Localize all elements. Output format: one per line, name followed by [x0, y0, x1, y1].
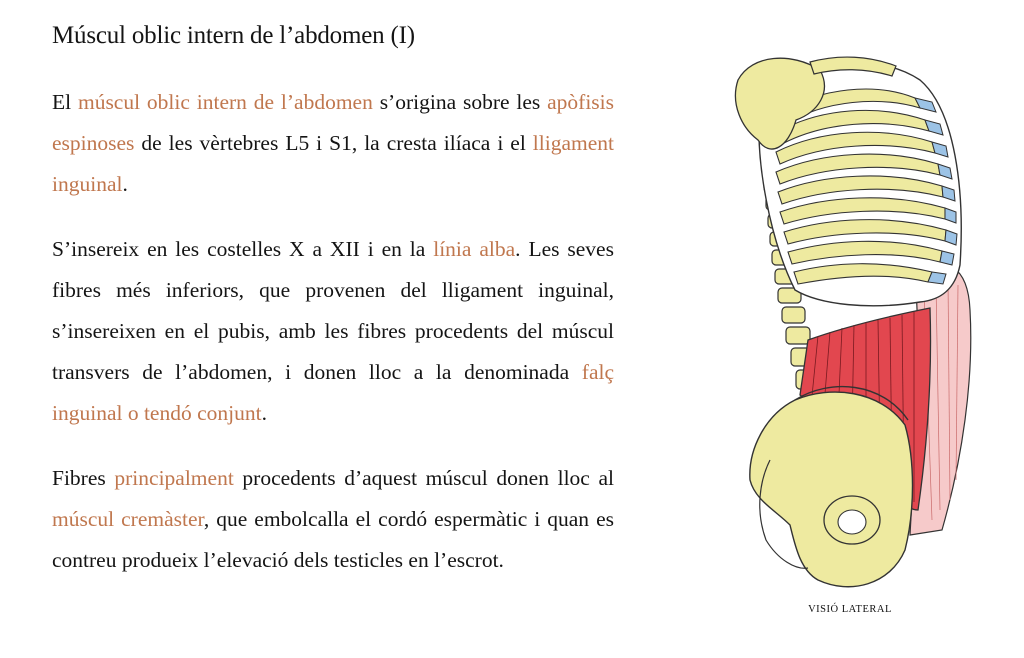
- term-muscle[interactable]: múscul oblic intern de l’abdomen: [77, 90, 373, 114]
- paragraph-insertion: [52, 229, 614, 434]
- term-spinous-processes[interactable]: apòfisis espinoses: [52, 90, 615, 155]
- anatomy-illustration: [700, 40, 990, 610]
- term-inguinal-ligament[interactable]: lligament inguinal: [52, 131, 614, 196]
- text-segment: Fibres: [52, 466, 115, 490]
- term-linea-alba[interactable]: línia alba: [433, 237, 516, 261]
- figure-caption: VISIÓ LATERAL: [808, 604, 892, 615]
- text-segment: de les vèrtebres L5 i S1, la cresta ilíaca i el: [134, 131, 533, 155]
- term-conjoint-tendon[interactable]: falç inguinal o tendó conjunt: [52, 360, 614, 425]
- text-segment: s’origina sobre les: [372, 90, 548, 114]
- text-segment: S’insereix en les costelles X a XII i en la: [52, 237, 434, 261]
- pelvis: [750, 392, 913, 587]
- page-title: Múscul oblic intern de l’abdomen (I): [52, 22, 415, 49]
- paragraph-origin: [52, 82, 614, 205]
- text-segment: El: [52, 90, 78, 114]
- acetabulum-inner: [838, 510, 866, 534]
- text-segment: .: [261, 401, 267, 425]
- text-segment: .: [122, 172, 128, 196]
- text-segment: procedents d’aquest múscul donen lloc al: [233, 466, 614, 490]
- text-segment: . Les seves fibres més inferiors, que provenen del lligament inguinal, s’insereixen en el pubis, amb les fibres procedents del múscul transvers de l’abdomen, i donen lloc a la denominada: [52, 237, 614, 384]
- text-segment: , que embolcalla el cordó espermàtic i quan es contreu produeix l’elevació dels testicles en l’escrot.: [52, 507, 614, 572]
- body-text: [52, 82, 614, 605]
- term-principally[interactable]: principalment: [114, 466, 234, 490]
- term-cremaster[interactable]: múscul cremàster: [52, 507, 204, 531]
- paragraph-cremaster: [52, 458, 614, 581]
